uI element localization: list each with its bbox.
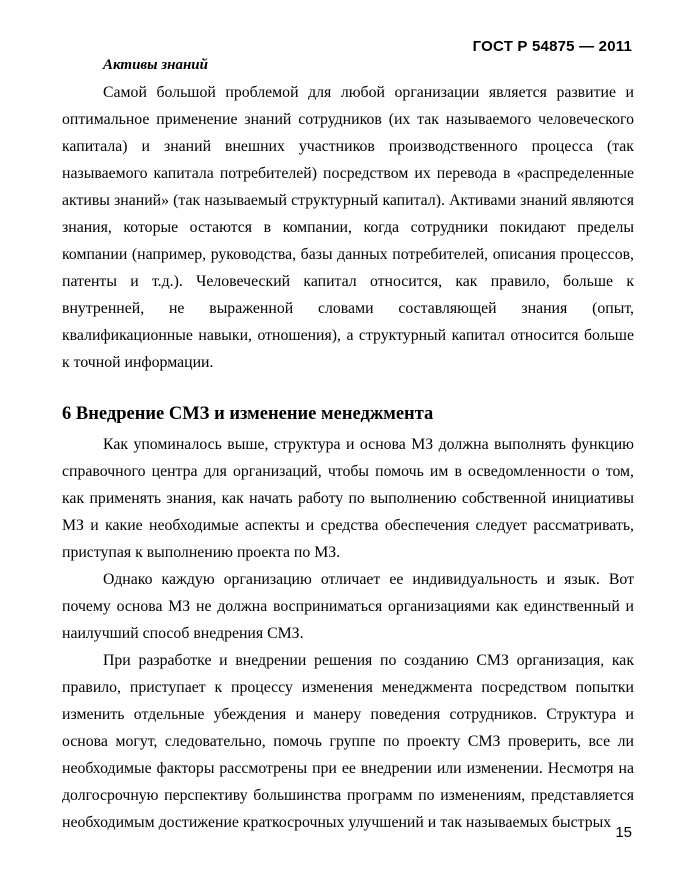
paragraph-6-1: Как упоминалось выше, структура и основа МЗ должна выполнять функцию справочного центра для организаций, чтобы помочь им в осведомленности о том, как применять знания, как начать работу по выполнению собственной инициативы МЗ и какие необходимые аспекты и средства обеспечения следует рассматривать, приступая к выполнению проекта по МЗ.: [62, 436, 634, 561]
section-title-knowledge-assets: Активы знаний: [103, 57, 208, 73]
paragraph-6-3: При разработке и внедрении решения по созданию СМЗ организация, как правило, приступает к процессу изменения менеджмента посредством попытки изменить отдельные убеждения и манеру поведения сотрудников. Структура и основа могут, следовательно, помочь группе по проекту СМЗ проверить, все ли необходимые факторы рассмотрены при ее внедрении или изменении. Несмотря на долгосрочную перспективу большинства программ по изменениям, представляется необходимым достижение краткосрочных улучшений и так называемых быстрых: [62, 652, 634, 831]
page-body: [62, 51, 634, 836]
standard-designation: ГОСТ Р 54875 — 2011: [472, 38, 632, 55]
page-number: 15: [615, 824, 632, 841]
section-heading-6: 6 Внедрение СМЗ и изменение менеджмента: [62, 404, 434, 424]
paragraph-knowledge-assets: Самой большой проблемой для любой организации является развитие и оптимальное применение знаний сотрудников (их так называемого человеческого капитала) и знаний внешних участников производственного процесса (так называемого капитала потребителей) посредством их перевода в «распределенные активы знаний» (так называемый структурный капитал). Активами знаний являются знания, которые остаются в компании, когда сотрудники покидают пределы компании (например, руководства, базы данных потребителей, описания процессов, патенты и т.д.). Человеческий капитал относится, как правило, больше к внутренней, не выраженной словами составляющей знания (опыт, квалификационные навыки, отношения), а структурный капитал относится больше к точной информации.: [62, 84, 634, 371]
paragraph-6-2: Однако каждую организацию отличает ее индивидуальность и язык. Вот почему основа МЗ не должна восприниматься организациями как единственный и наилучший способ внедрения СМЗ.: [62, 571, 634, 642]
